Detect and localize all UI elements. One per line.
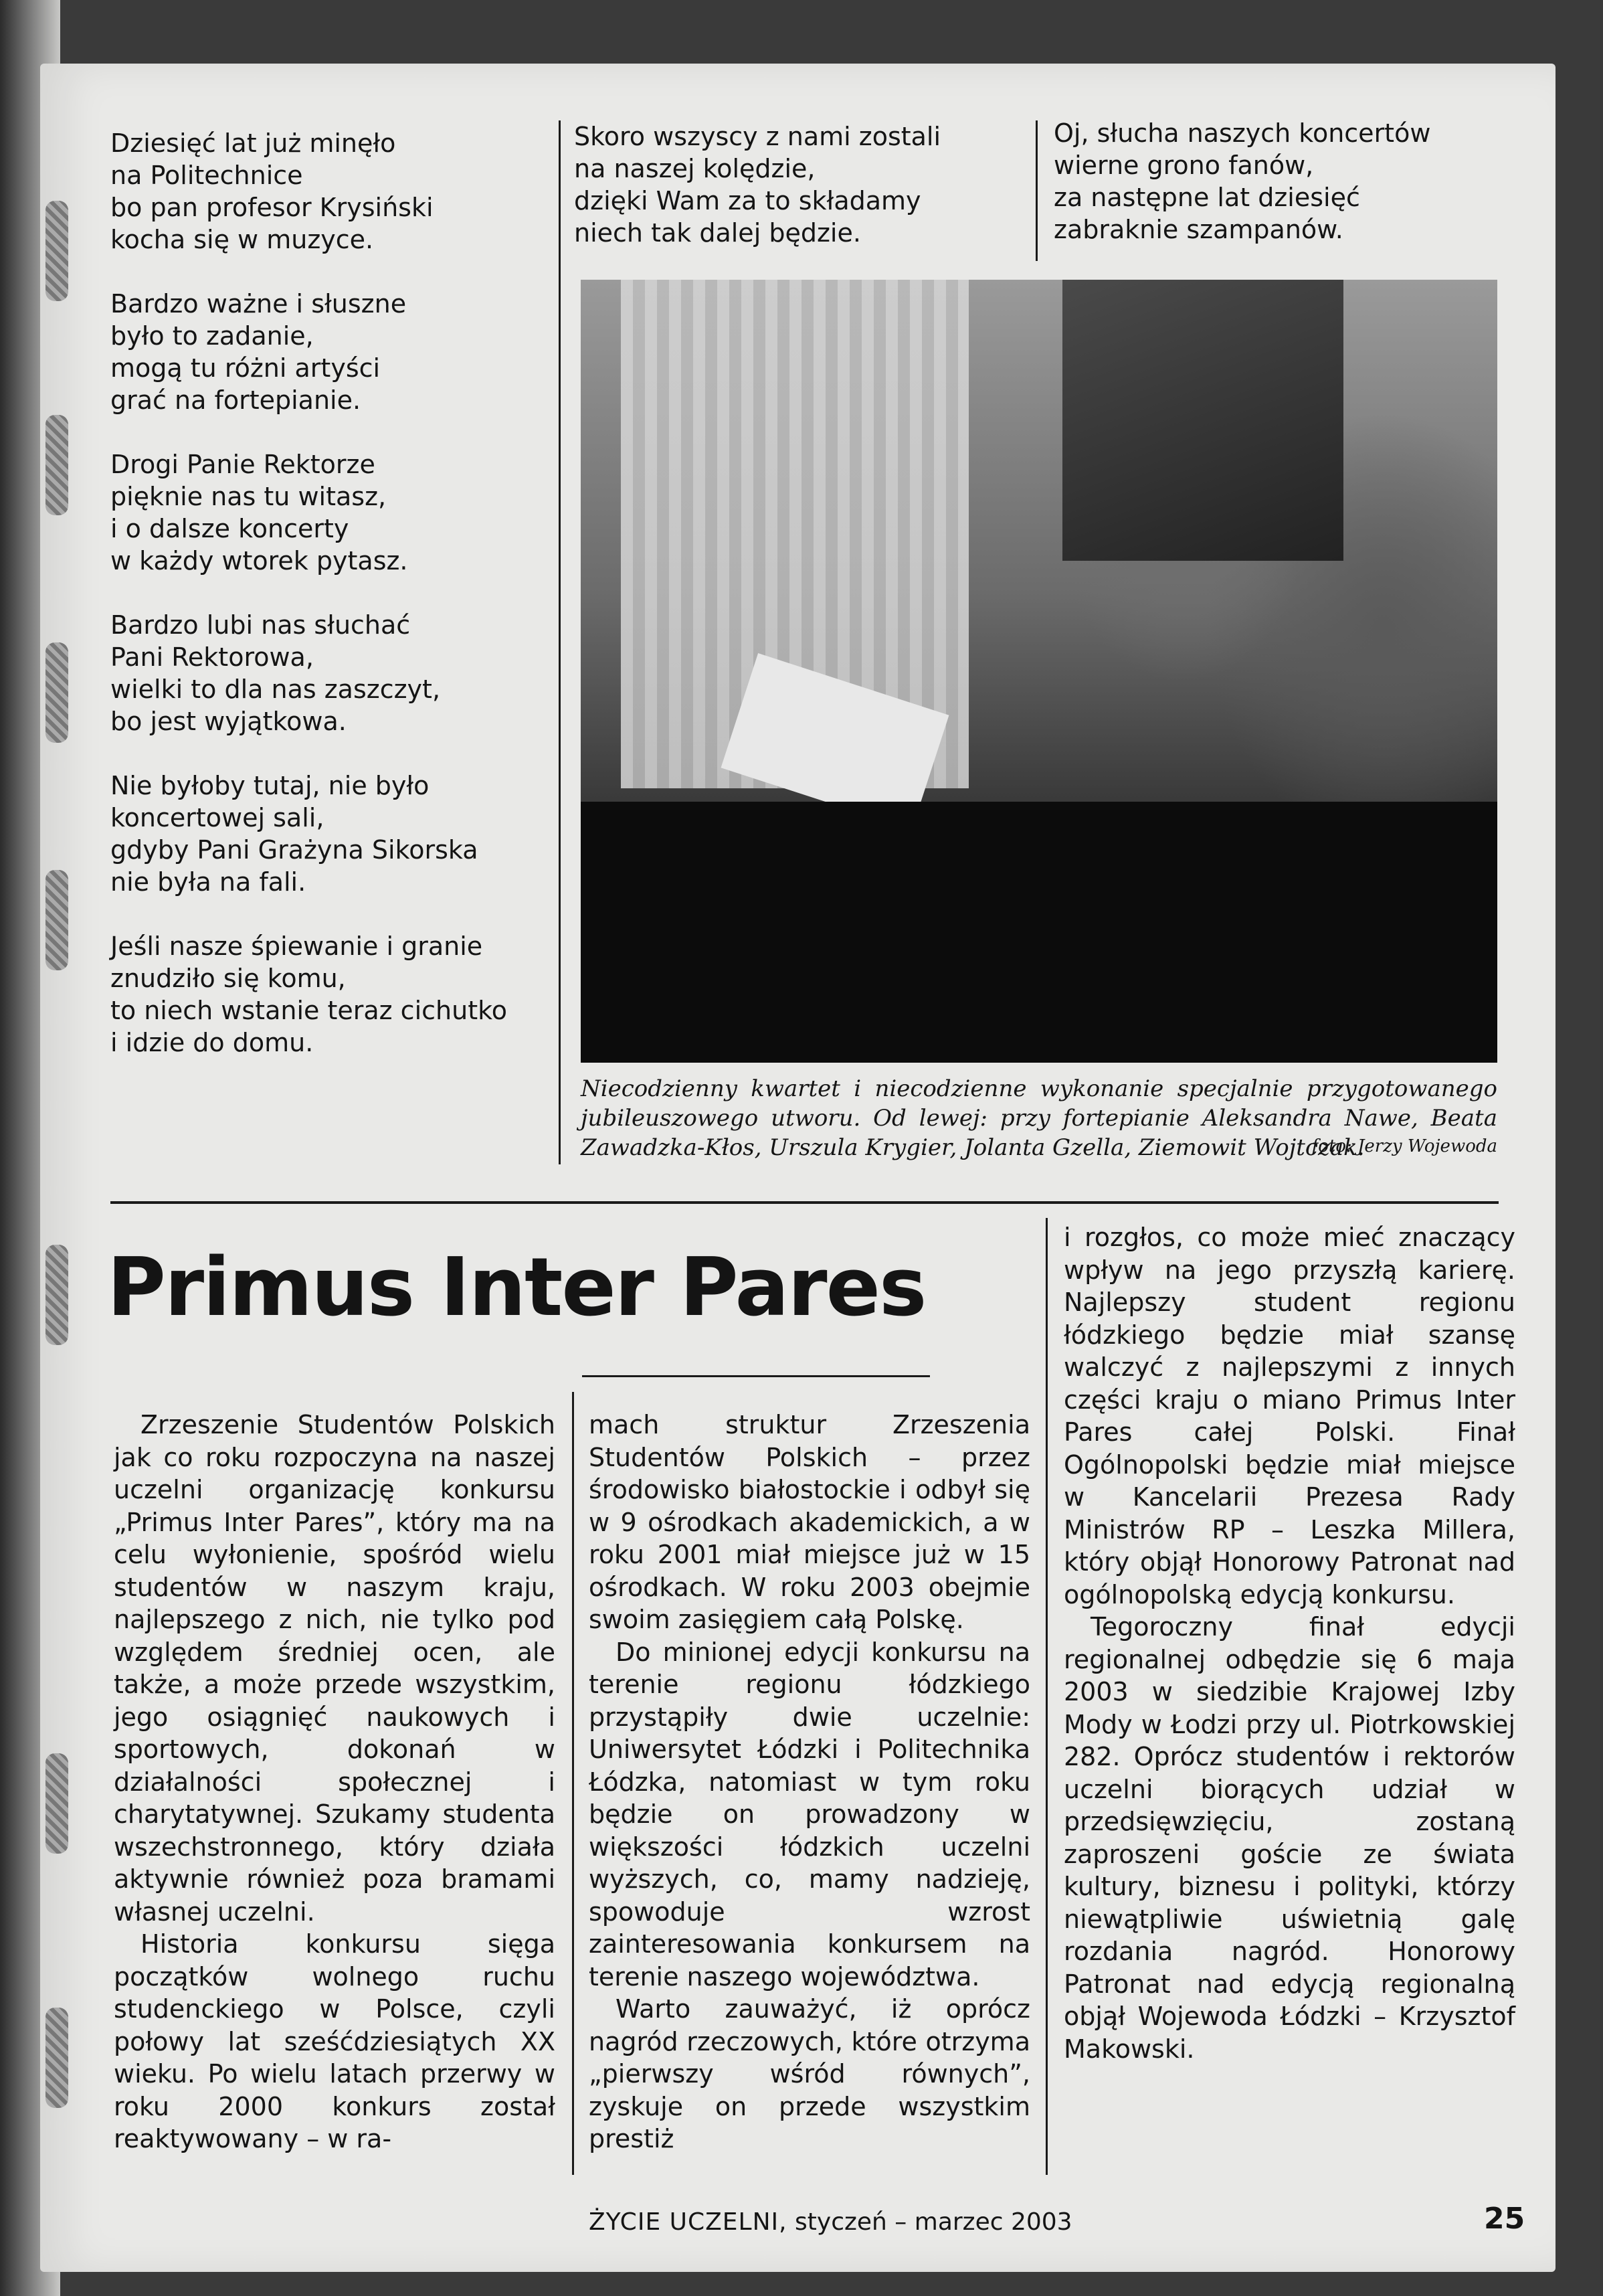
binding-stitch xyxy=(45,870,68,970)
article-title: Primus Inter Pares xyxy=(107,1241,926,1334)
quartet-photo xyxy=(581,280,1497,1063)
binding-stitch xyxy=(45,201,68,301)
column-divider xyxy=(1036,120,1038,261)
page-number: 25 xyxy=(1484,2202,1525,2236)
photo-piano xyxy=(581,802,1497,1063)
article-paragraph: Tegoroczny finał edycji regionalnej odbędzie się 6 maja 2003 w siedzibie Krajowej Izby Mody w Łodzi przy ul. Piotrkowskiej 282. Oprócz studentów i rektorów uczelni biorących udział w przedsięwzięciu, zostaną zaproszeni goście ze świata kultury, biznesu i polityki, którzy niewątpliwie uświetnią galę rozdania nagród. Honorowy Patronat nad edycją regionalną objął Wojewoda Łódzki – Krzysztof Makowski. xyxy=(1064,1612,1515,2064)
poem-stanza: Nie byłoby tutaj, nie było koncertowej sali, gdyby Pani Grażyna Sikorska nie była na fali. xyxy=(110,771,478,897)
article-paragraph: mach struktur Zrzeszenia Studentów Polskich – przez środowisko białostockie i odbył się w 9 ośrodkach akademickich, a w roku 2001 miał miejsce już w 15 ośrodkach. W roku 2003 obejmie swoim zasięgiem całą Polskę. xyxy=(589,1410,1030,1634)
publication-name: ŻYCIE UCZELNI, xyxy=(589,2208,787,2236)
poem-stanza: Dziesięć lat już minęło na Politechnice bo pan profesor Krysiński kocha się w muzyce. xyxy=(110,128,434,254)
binding-stitch xyxy=(45,1753,68,1854)
poem-stanza: Drogi Panie Rektorze pięknie nas tu witasz, i o dalsze koncerty w każdy wtorek pytasz. xyxy=(110,450,408,576)
poem-stanza: Bardzo ważne i słuszne było to zadanie, mogą tu różni artyści grać na fortepianie. xyxy=(110,289,407,415)
poem-stanza: Jeśli nasze śpiewanie i granie znudziło się komu, to niech wstanie teraz cichutko i idzie do domu. xyxy=(110,932,507,1057)
article-paragraph: Warto zauważyć, iż oprócz nagród rzeczowych, które otrzyma „pierwszy wśród równych”, zyskuje on przede wszystkim prestiż xyxy=(589,1994,1030,2153)
binding-stitch xyxy=(45,2008,68,2108)
article-column-2 xyxy=(589,1409,1030,2155)
article-column-1 xyxy=(114,1409,555,2155)
title-rule xyxy=(582,1375,930,1377)
article-paragraph: Historia konkursu sięga początków wolnego ruchu studenckiego w Polsce, czyli połowy lat sześćdziesiątych XX wieku. Po wielu latach przerwy w roku 2000 konkurs został reaktywowany – w ra- xyxy=(114,1929,555,2153)
binding-stitch xyxy=(45,415,68,515)
article-paragraph: Do minionej edycji konkursu na terenie regionu łódzkiego przystąpiły dwie uczelnie: Uniwersytet Łódzki i Politechnika Łódzka, natomiast w tym roku będzie on prowadzony w większości łódzkich uczelni wyższych, co, mamy nadzieję, spowoduje wzrost zainteresowania konkursem na terenie naszego województwa. xyxy=(589,1637,1030,1992)
photo-portrait-painting xyxy=(1062,280,1343,561)
column-divider xyxy=(559,120,561,1164)
poem-middle-stanza: Skoro wszyscy z nami zostali na naszej kolędzie, dzięki Wam za to składamy niech tak dalej będzie. xyxy=(574,122,941,248)
article-paragraph: i rozgłos, co może mieć znaczący wpływ na jego przyszłą karierę. Najlepszy student regionu łódzkiego będzie miał szansę walczyć z najlepszymi z innych części kraju o miano Primus Inter Pares całej Polski. Finał Ogólnopolski będzie miał miejsce w Kancelarii Prezesa Rady Ministrów RP – Leszka Millera, który objął Honorowy Patronat nad ogólnopolską edycją konkursu. xyxy=(1064,1223,1515,1609)
column-divider xyxy=(1046,1218,1048,2175)
binding-stitch xyxy=(45,642,68,743)
poem-left-column xyxy=(110,127,539,1091)
binding-stitch xyxy=(45,1245,68,1345)
section-rule xyxy=(110,1201,1499,1204)
photo-credit: foto: Jerzy Wojewoda xyxy=(1311,1136,1497,1156)
article-column-3 xyxy=(1064,1221,1515,2065)
poem-stanza: Bardzo lubi nas słuchać Pani Rektorowa, wielki to dla nas zaszczyt, bo jest wyjątkowa. xyxy=(110,610,441,736)
article-paragraph: Zrzeszenie Studentów Polskich jak co roku rozpoczyna na naszej uczelni organizację konkursu „Primus Inter Pares”, który ma na celu wyłonienie, spośród wielu studentów w naszym kraju, najlepszego z nich, nie tylko pod względem średniej ocen, ale także, a może przede wszystkim, jego osiągnięć naukowych i sportowych, dokonań w działalności społecznej i charytatywnej. Szukamy studenta wszechstronnego, który działa aktywnie również poza bramami własnej uczelni. xyxy=(114,1410,555,1927)
photo-caption: Niecodzienny kwartet i niecodzienne wykonanie specjalnie przygotowanego jubileuszowego utworu. Od lewej: przy fortepianie Aleksandra Nawe, Beata Zawadzka-Kłos, Urszula Krygier, Jolanta Gzella, Ziemowit Wojtczak. xyxy=(581,1075,1497,1161)
column-divider xyxy=(572,1392,574,2175)
poem-right-stanza: Oj, słucha naszych koncertów wierne grono fanów, za następne lat dziesięć zabraknie szampanów. xyxy=(1054,118,1431,244)
issue-date: styczeń – marzec 2003 xyxy=(795,2208,1072,2236)
page-footer xyxy=(589,2208,1072,2236)
